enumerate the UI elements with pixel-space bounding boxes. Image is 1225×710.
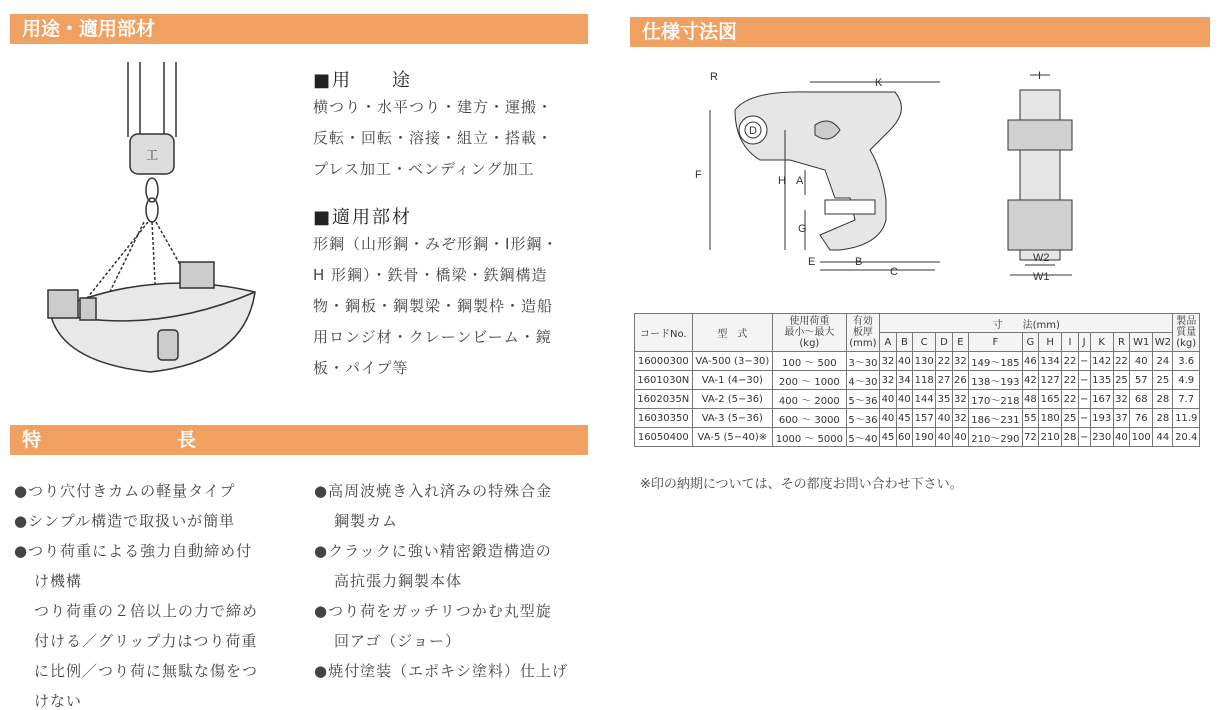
table-cell: 3.6 <box>1173 352 1200 371</box>
table-cell: VA-3 (5−36) <box>692 409 773 428</box>
header-weight: 製品 質量 (kg) <box>1173 314 1200 352</box>
feature-line: ●つり荷重による強力自動締め付 <box>14 542 253 560</box>
table-cell: 190 <box>913 428 936 447</box>
table-cell: 16030350 <box>635 409 693 428</box>
table-cell: − <box>1078 352 1090 371</box>
table-cell: 45 <box>896 409 912 428</box>
table-cell: 32 <box>880 371 896 390</box>
header-dim-col: H <box>1039 333 1062 352</box>
table-cell: 22 <box>936 352 952 371</box>
header-dim-col: G <box>1022 333 1038 352</box>
table-cell: 20.4 <box>1173 428 1200 447</box>
table-cell: 4.9 <box>1173 371 1200 390</box>
feature-line: ●つり荷をガッチリつかむ丸型旋 <box>314 602 552 620</box>
table-cell: 186〜231 <box>969 409 1023 428</box>
header-dim-col: B <box>896 333 912 352</box>
table-cell: 167 <box>1090 390 1113 409</box>
header-dim-col: C <box>913 333 936 352</box>
feature-line: ●シンプル構造で取扱いが簡単 <box>14 512 236 530</box>
table-cell: 22 <box>1062 352 1078 371</box>
table-cell: 32 <box>952 352 968 371</box>
table-cell: 130 <box>913 352 936 371</box>
feature-line: 鋼製カム <box>334 512 399 530</box>
table-cell: 3〜30 <box>846 352 880 371</box>
header-dim-col: K <box>1090 333 1113 352</box>
dim-label-W1: W1 <box>1033 271 1050 283</box>
header-dim-col: D <box>936 333 952 352</box>
header-dimensions: 寸 法(mm) <box>880 314 1173 333</box>
table-cell: 135 <box>1090 371 1113 390</box>
dim-label-G: G <box>798 223 807 235</box>
lifting-illustration <box>40 62 280 402</box>
table-cell: 24 <box>1153 352 1173 371</box>
dim-label-D: D <box>749 125 757 137</box>
table-cell: 27 <box>936 371 952 390</box>
feature-line: けない <box>34 692 83 710</box>
table-cell: 180 <box>1039 409 1062 428</box>
table-cell: 72 <box>1022 428 1038 447</box>
uses-line: 反転・回転・溶接・組立・搭載・ <box>313 129 554 147</box>
feature-line: 回アゴ（ジョー） <box>334 632 461 650</box>
table-cell: 16000300 <box>635 352 693 371</box>
table-cell: 40 <box>936 428 952 447</box>
table-cell: 60 <box>896 428 912 447</box>
table-cell: VA-5 (5−40)※ <box>692 428 773 447</box>
table-cell: 40 <box>896 390 912 409</box>
dim-label-A: A <box>796 175 804 187</box>
table-cell: 42 <box>1022 371 1038 390</box>
table-row <box>635 390 1200 409</box>
svg-text:工: 工 <box>145 148 159 162</box>
dimension-diagram <box>690 70 1210 285</box>
table-cell: 210 <box>1039 428 1062 447</box>
dim-label-H: H <box>778 175 786 187</box>
header-dim-col: E <box>952 333 968 352</box>
header-thickness: 有効 板厚 (mm) <box>846 314 880 352</box>
table-cell: 34 <box>896 371 912 390</box>
feature-line: つり荷重の２倍以上の力で締め <box>34 602 259 620</box>
materials-heading: ■適用部材 <box>313 207 413 228</box>
table-cell: 600 〜 3000 <box>773 409 847 428</box>
header-dim-col: A <box>880 333 896 352</box>
table-cell: 5〜36 <box>846 390 880 409</box>
table-cell: 11.9 <box>1173 409 1200 428</box>
table-cell: 25 <box>1062 409 1078 428</box>
table-cell: 230 <box>1090 428 1113 447</box>
table-cell: 32 <box>880 352 896 371</box>
header-code: コードNo. <box>635 314 693 352</box>
table-cell: 40 <box>880 390 896 409</box>
table-cell: 37 <box>1113 409 1129 428</box>
table-cell: VA-500 (3−30) <box>692 352 773 371</box>
table-cell: 22 <box>1113 352 1129 371</box>
table-cell: 40 <box>1113 428 1129 447</box>
table-cell: 32 <box>1113 390 1129 409</box>
table-cell: 45 <box>880 428 896 447</box>
features-column-2 <box>314 476 594 686</box>
table-cell: 40 <box>952 428 968 447</box>
table-cell: 1601030N <box>635 371 693 390</box>
table-cell: 28 <box>1062 428 1078 447</box>
table-row <box>635 371 1200 390</box>
header-dim-col: J <box>1078 333 1090 352</box>
table-cell: 142 <box>1090 352 1113 371</box>
dim-label-C: C <box>890 266 898 278</box>
materials-line: 用ロンジ材・クレーンビーム・鏡 <box>313 328 552 346</box>
spec-table <box>634 313 1200 447</box>
table-cell: 4〜30 <box>846 371 880 390</box>
table-cell: 138〜193 <box>969 371 1023 390</box>
table-cell: VA-2 (5−36) <box>692 390 773 409</box>
table-cell: 32 <box>952 409 968 428</box>
table-cell: 25 <box>1153 371 1173 390</box>
materials-line: H 形鋼）・鉄骨・橋梁・鉄鋼構造 <box>313 266 548 284</box>
header-dim-col: F <box>969 333 1023 352</box>
uses-heading: ■用 途 <box>313 70 413 91</box>
table-cell: 40 <box>936 409 952 428</box>
section-title-features <box>10 425 588 455</box>
dim-label-F: F <box>695 169 702 181</box>
feature-line: ●つり穴付きカムの軽量タイプ <box>14 482 236 500</box>
section-title-use: 用途・適用部材 <box>10 14 588 44</box>
table-cell: 40 <box>896 352 912 371</box>
feature-line: に比例／つり荷に無駄な傷をつ <box>34 662 259 680</box>
table-cell: 149〜185 <box>969 352 1023 371</box>
table-cell: 22 <box>1062 390 1078 409</box>
table-cell: 22 <box>1062 371 1078 390</box>
table-cell: 40 <box>880 409 896 428</box>
table-cell: 28 <box>1153 390 1173 409</box>
materials-line: 形鋼（山形鋼・みぞ形鋼・I形鋼・ <box>313 235 559 253</box>
table-cell: − <box>1078 371 1090 390</box>
table-cell: 157 <box>913 409 936 428</box>
table-cell: 5〜40 <box>846 428 880 447</box>
table-row <box>635 352 1200 371</box>
table-cell: 210〜290 <box>969 428 1023 447</box>
table-cell: 57 <box>1130 371 1153 390</box>
table-cell: 165 <box>1039 390 1062 409</box>
table-cell: 28 <box>1153 409 1173 428</box>
header-dim-col: W2 <box>1153 333 1173 352</box>
table-cell: 127 <box>1039 371 1062 390</box>
header-load: 使用荷重 最小〜最大 (kg) <box>773 314 847 352</box>
table-cell: 44 <box>1153 428 1173 447</box>
header-model: 型 式 <box>692 314 773 352</box>
table-cell: VA-1 (4−30) <box>692 371 773 390</box>
feature-line: 付ける／グリップ力はつり荷重 <box>34 632 258 650</box>
table-row <box>635 409 1200 428</box>
table-cell: 100 <box>1130 428 1153 447</box>
feature-line: ●焼付塗装（エポキシ塗料）仕上げ <box>314 662 568 680</box>
materials-line: 板・パイプ等 <box>313 359 409 377</box>
delivery-note: ※印の納期については、その都度お問い合わせ下さい。 <box>640 477 963 492</box>
table-cell: 5〜36 <box>846 409 880 428</box>
table-cell: 40 <box>1130 352 1153 371</box>
table-cell: 400 〜 2000 <box>773 390 847 409</box>
table-cell: 144 <box>913 390 936 409</box>
table-cell: 100 〜 500 <box>773 352 847 371</box>
dim-label-R: R <box>710 71 718 83</box>
feature-line: ●高周波焼き入れ済みの特殊合金 <box>314 482 553 500</box>
uses-line: 横つり・水平つり・建方・運搬・ <box>313 98 554 116</box>
table-cell: 32 <box>952 390 968 409</box>
features-title-part2: 長 <box>177 429 197 451</box>
table-cell: 1602035N <box>635 390 693 409</box>
header-dim-col: R <box>1113 333 1129 352</box>
dim-label-B: B <box>855 256 863 268</box>
header-dim-col: I <box>1062 333 1078 352</box>
table-cell: − <box>1078 409 1090 428</box>
table-cell: 134 <box>1039 352 1062 371</box>
features-column-1 <box>14 476 304 710</box>
section-title-spec: 仕様寸法図 <box>630 17 1210 47</box>
table-cell: 193 <box>1090 409 1113 428</box>
table-cell: 35 <box>936 390 952 409</box>
table-cell: 170〜218 <box>969 390 1023 409</box>
table-cell: 118 <box>913 371 936 390</box>
feature-line: け機構 <box>34 572 83 590</box>
table-cell: 16050400 <box>635 428 693 447</box>
table-cell: 25 <box>1113 371 1129 390</box>
table-cell: 26 <box>952 371 968 390</box>
features-title-part1: 特 <box>22 429 42 451</box>
dim-label-I: I <box>1038 70 1042 82</box>
table-cell: 46 <box>1022 352 1038 371</box>
table-cell: 55 <box>1022 409 1038 428</box>
table-cell: 76 <box>1130 409 1153 428</box>
uses-line: プレス加工・ベンディング加工 <box>313 160 535 178</box>
dim-label-W2: W2 <box>1033 252 1050 264</box>
uses-section <box>313 66 593 402</box>
feature-line: 高抗張力鋼製本体 <box>334 572 463 590</box>
dim-label-K: K <box>875 77 883 89</box>
materials-line: 物・鋼板・鋼製梁・鋼製枠・造船 <box>313 297 554 315</box>
table-cell: 48 <box>1022 390 1038 409</box>
feature-line: ●クラックに強い精密鍛造構造の <box>314 542 552 560</box>
table-cell: − <box>1078 428 1090 447</box>
table-cell: 1000 〜 5000 <box>773 428 847 447</box>
table-cell: 68 <box>1130 390 1153 409</box>
table-cell: 200 〜 1000 <box>773 371 847 390</box>
table-cell: − <box>1078 390 1090 409</box>
table-cell: 7.7 <box>1173 390 1200 409</box>
table-row <box>635 428 1200 447</box>
dim-label-E: E <box>808 256 816 268</box>
header-dim-col: W1 <box>1130 333 1153 352</box>
